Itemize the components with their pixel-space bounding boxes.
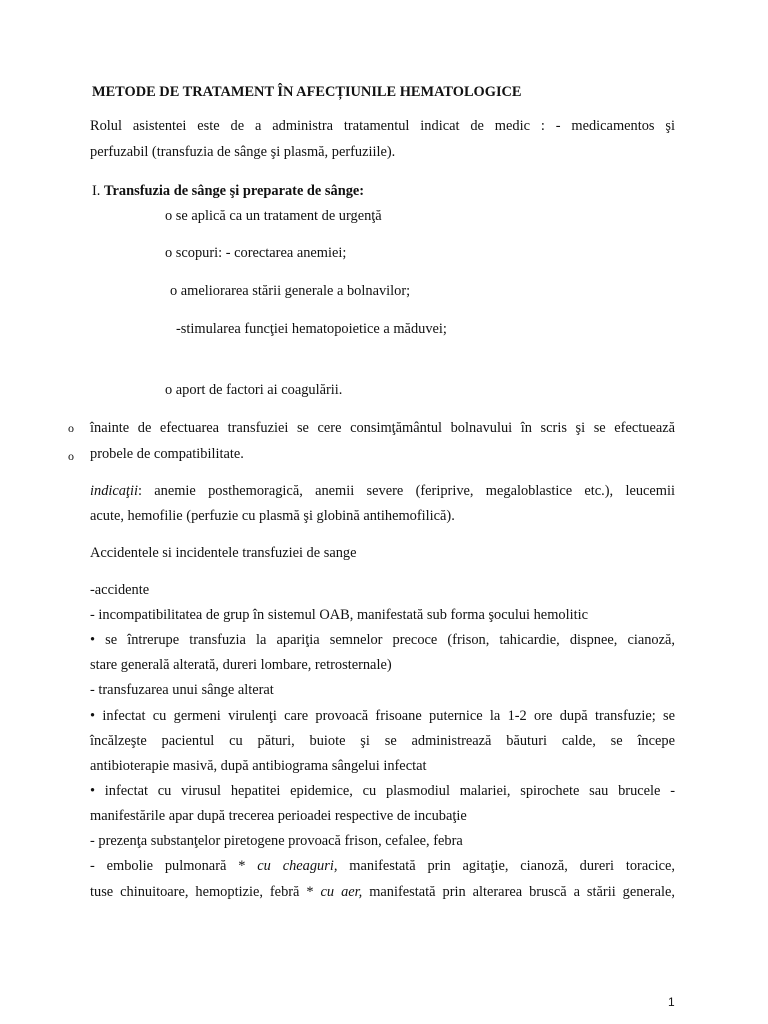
list-item: o ameliorarea stării generale a bolnavilor; [170, 283, 411, 299]
accident-line: • infectat cu germeni virulenţi care provoacă frisoane puternice la 1-2 ore după transfuzie; se [90, 708, 675, 724]
consent-line-1: înainte de efectuarea transfuziei se cere consimţământul bolnavului în scris şi se efectuează [90, 420, 675, 436]
accident-line: • infectat cu virusul hepatitei epidemice, cu plasmodiul malariei, spirochete sau brucele - [90, 783, 675, 799]
list-item: o se aplică ca un tratament de urgenţă [165, 208, 382, 224]
list-item: o aport de factori ai coagulării. [165, 382, 343, 398]
section-heading [92, 183, 364, 200]
accident-line: stare generală alterată, dureri lombare, retrosternale) [90, 657, 392, 673]
section-number: I. [92, 183, 101, 199]
embolie-line-2: tuse chinuitoare, hemoptizie, febră * cu aer, manifestată prin alterarea bruscă a stării generale, [90, 884, 675, 900]
embolie-line-1: - embolie pulmonară * cu cheaguri, manifestată prin agitaţie, cianoză, dureri toracice, [90, 858, 675, 874]
document-title: METODE DE TRATAMENT ÎN AFECȚIUNILE HEMATOLOGICE [92, 84, 522, 100]
page-number: 1 [668, 995, 675, 1009]
accident-line: încălzeşte pacientul cu pături, buiote şi se administrează băuturi calde, se începe [90, 733, 675, 749]
accident-line: -accidente [90, 582, 150, 598]
indications-label: indicaţii [90, 483, 138, 499]
intro-line-2: perfuzabil (transfuzia de sânge şi plasmă, perfuziile). [90, 144, 396, 160]
list-item: -stimularea funcţiei hematopoietice a măduvei; [176, 321, 447, 337]
accident-line: antibioterapie masivă, după antibiograma sângelui infectat [90, 758, 427, 774]
intro-line-1: Rolul asistentei este de a administra tratamentul indicat de medic : - medicamentos şi [90, 118, 675, 134]
section-title: Transfuzia de sânge şi preparate de sânge: [104, 183, 365, 199]
bullet-marker: o [68, 421, 74, 435]
indications-line-2: acute, hemofilie (perfuzie cu plasmă şi globină antihemofilică). [90, 508, 455, 524]
accident-line: - transfuzarea unui sânge alterat [90, 682, 274, 698]
accident-line: • se întrerupe transfuzia la apariţia semnelor precoce (frison, tahicardie, dispnee, cianoză, [90, 632, 675, 648]
accidents-heading: Accidentele si incidentele transfuziei de sange [90, 545, 357, 561]
indications-line-1: indicaţii: anemie posthemoragică, anemii severe (feriprive, megaloblastice etc.), leucemii [90, 483, 675, 499]
consent-line-2: probele de compatibilitate. [90, 446, 244, 462]
accident-line: - incompatibilitatea de grup în sistemul OAB, manifestată sub forma şocului hemolitic [90, 607, 588, 623]
accident-line: manifestările apar după trecerea perioadei respective de incubaţie [90, 808, 467, 824]
list-item: o scopuri: - corectarea anemiei; [165, 245, 347, 261]
accident-line: - prezenţa substanţelor piretogene provoacă frison, cefalee, febra [90, 833, 463, 849]
bullet-marker: o [68, 449, 74, 463]
